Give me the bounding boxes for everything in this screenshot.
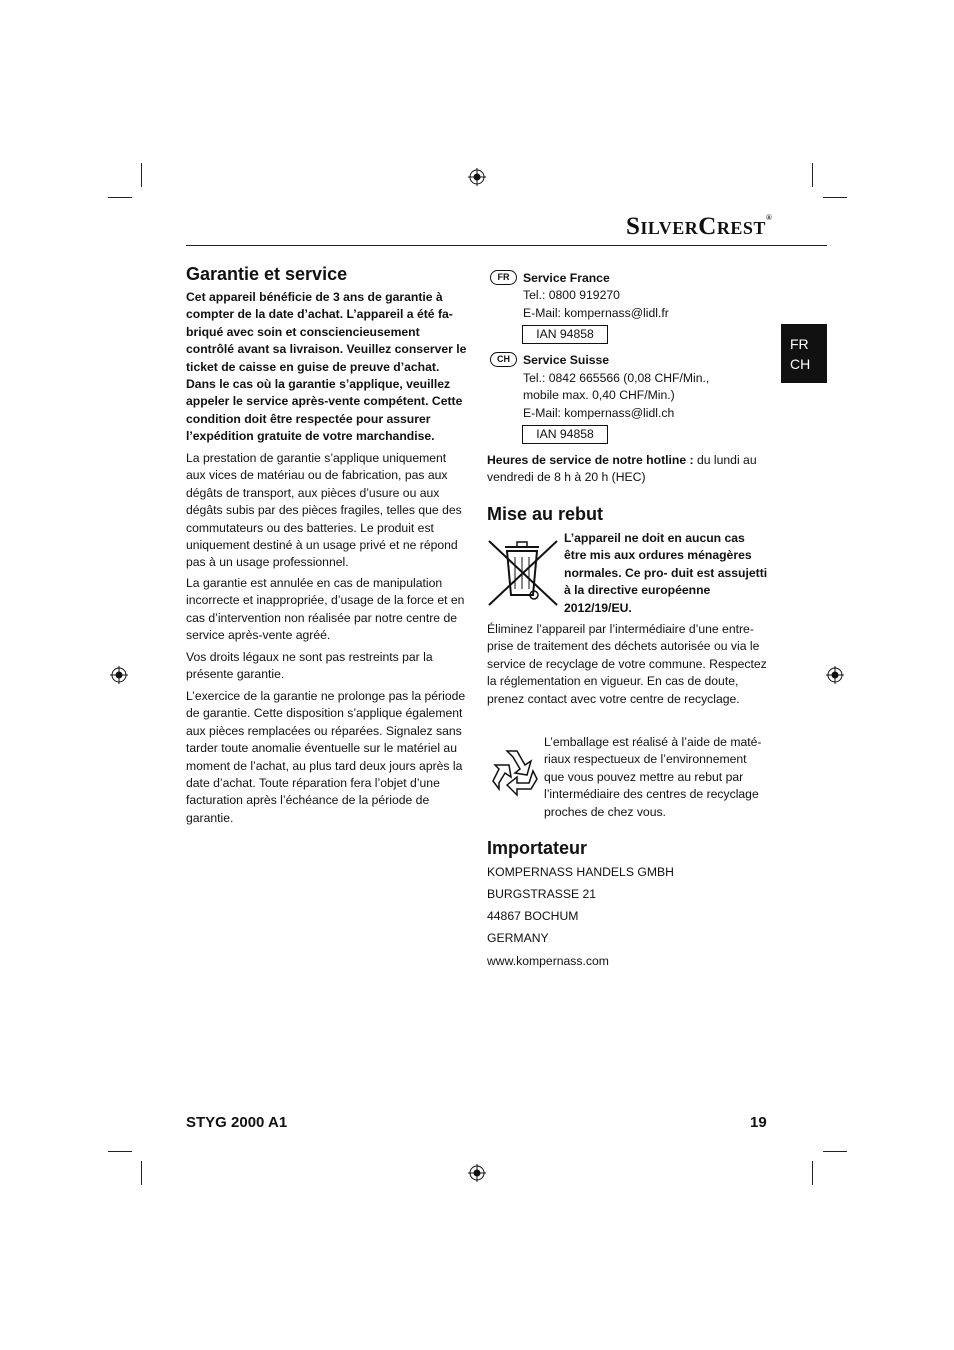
service-suisse-tel: Tel.: 0842 665566 (0,08 CHF/Min., — [523, 371, 710, 385]
hotline-hours-label: Heures de service de notre hotline : — [487, 453, 694, 467]
crop-mark — [823, 1151, 847, 1152]
warranty-intro: Cet appareil bénéficie de 3 ans de garantie à compter de la date d’achat. L’appareil a été fa- briqué avec soin et consciencieusement contrôlé avant sa livraison. Veuillez conserver le ticket de caisse en guise de preuve d’achat. Dans le cas où la garantie s’applique, veuillez appeler le service après-vente compétent. Cette condition doit être respectée pour assurer l’expédition gratuite de votre marchandise. — [186, 290, 467, 444]
crop-mark — [108, 197, 132, 198]
warranty-title: Garantie et service — [186, 264, 348, 284]
warranty-paragraph: Vos droits légaux ne sont pas restreints par la présente garantie. — [186, 650, 433, 682]
crop-mark — [823, 197, 847, 198]
importer-line: BURGSTRASSE 21 — [487, 887, 597, 901]
importer-line: GERMANY — [487, 931, 549, 945]
disposal-warning: L’appareil ne doit en aucun cas être mis aux ordures ménagères normales. Ce pro- duit est assujetti à la directive européenne 2012/19/EU. — [564, 531, 768, 615]
footer-model: STYG 2000 A1 — [186, 1114, 288, 1131]
warranty-paragraph: La garantie est annulée en cas de manipulation incorrecte et inappropriée, d’usage de la force et en cas d’intervention non réalisée par notre centre de service après-vente agréé. — [186, 576, 465, 643]
importer-line: KOMPERNASS HANDELS GMBH — [487, 865, 674, 879]
brand-logo: SilverCrest® — [626, 213, 773, 240]
importer-title: Importateur — [487, 838, 588, 858]
country-badge-ch: CH — [490, 352, 517, 367]
warranty-paragraph: L’exercice de la garantie ne prolonge pas la période de garantie. Cette disposition s’applique également aux pièces remplacées ou réparées. Signalez sans tarder toute anomalie éventuelle sur le matériel au moment de l’achat, au plus tard deux jours après la date d’achat. Toute réparation fera l’objet d’une facturation après l’échéance de la période de garantie. — [186, 689, 466, 825]
language-tab-ch: CH — [790, 356, 811, 372]
registration-mark-icon — [826, 666, 844, 684]
crop-mark — [812, 163, 813, 187]
crop-mark — [108, 1151, 132, 1152]
hotline-hours — [487, 452, 769, 487]
crossed-bin-icon — [487, 537, 559, 609]
importer-line: 44867 BOCHUM — [487, 909, 579, 923]
page-number: 19 — [750, 1114, 767, 1131]
disposal-paragraph: Éliminez l’appareil par l’intermédiaire d’une entre- prise de traitement des déchets autorisée ou via le service de recyclage de votre commune. Respectez la réglementation en vigueur. En cas de doute, prenez contact avec votre centre de recyclage. — [487, 622, 767, 706]
language-tab-fr: FR — [790, 336, 809, 352]
warranty-paragraph: La prestation de garantie s’applique uniquement aux vices de matériau ou de fabrication, pas aux dégâts de transport, aux pièces d’usure ou aux dégâts subis par des pièces fragiles, telles que des commutateurs ou des batteries. Le produit est uniquement destiné à un usage privé et ne répond pas à un usage professionnel. — [186, 451, 462, 570]
registration-mark-icon — [110, 666, 128, 684]
ian-box: IAN 94858 — [522, 325, 608, 344]
importer-website[interactable]: www.kompernass.com — [487, 954, 609, 968]
service-suisse-email: E-Mail: kompernass@lidl.ch — [523, 406, 675, 420]
service-france-email: E-Mail: kompernass@lidl.fr — [523, 306, 669, 320]
service-suisse-name: Service Suisse — [523, 353, 610, 367]
registration-mark-icon — [468, 1164, 486, 1182]
header-rule — [186, 245, 827, 246]
hotline-hours-text: du lundi au vendredi de 8 h à 20 h (HEC) — [487, 453, 757, 485]
crop-mark — [141, 1161, 142, 1185]
packaging-note: L’emballage est réalisé à l’aide de maté- riaux respectueux de l’environnement que vous pouvez mettre au rebut par l’intermédiaire des centres de recyclage proches de chez vous. — [544, 735, 762, 819]
ian-box: IAN 94858 — [522, 425, 608, 444]
crop-mark — [812, 1161, 813, 1185]
service-suisse-tel-mobile: mobile max. 0,40 CHF/Min.) — [523, 388, 675, 402]
recycle-icon — [487, 745, 541, 797]
registration-mark-icon — [468, 168, 486, 186]
service-france-name: Service France — [523, 271, 610, 285]
crop-mark — [141, 163, 142, 187]
service-france-tel: Tel.: 0800 919270 — [523, 288, 620, 302]
language-tab — [781, 324, 827, 383]
disposal-title: Mise au rebut — [487, 504, 604, 524]
country-badge-fr: FR — [490, 270, 517, 285]
